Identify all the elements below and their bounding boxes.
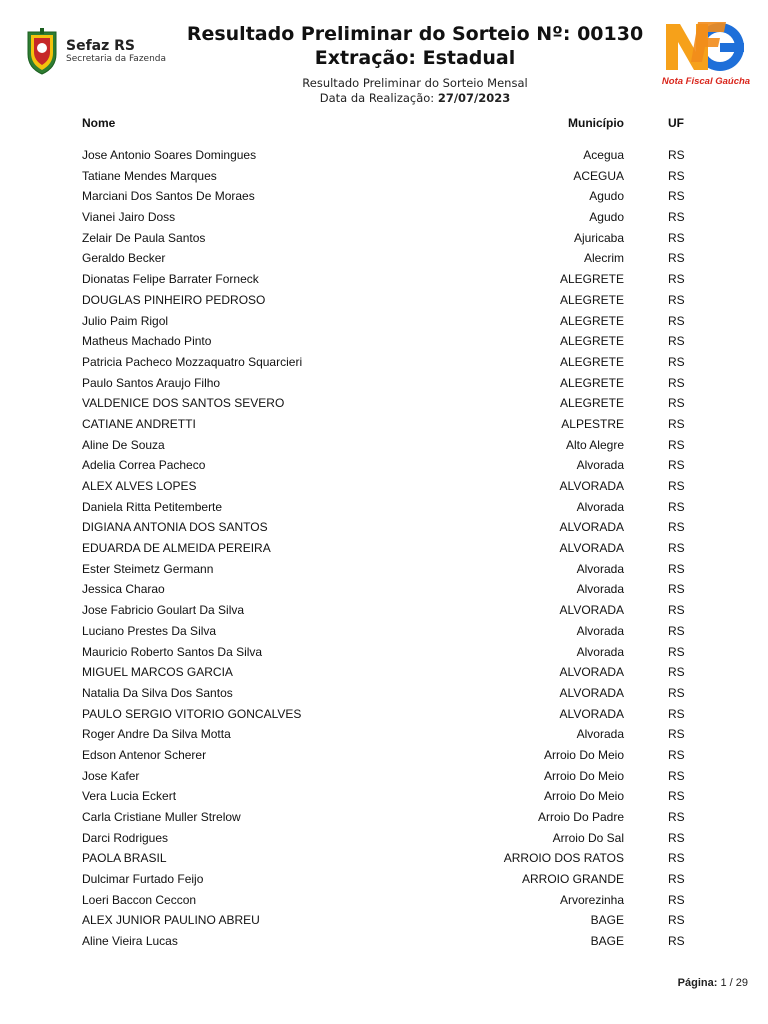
cell-nome: Vianei Jairo Doss bbox=[82, 210, 176, 225]
table-row bbox=[82, 520, 692, 541]
cell-nome: PAOLA BRASIL bbox=[82, 851, 167, 866]
table-row bbox=[82, 748, 692, 769]
cell-municipio: ALEGRETE bbox=[559, 313, 624, 328]
cell-nome: Jose Kafer bbox=[82, 768, 140, 783]
cell-uf: RS bbox=[668, 561, 685, 576]
cell-municipio: ALEGRETE bbox=[559, 375, 624, 390]
table-row bbox=[82, 458, 692, 479]
cell-nome: Dionatas Felipe Barrater Forneck bbox=[82, 272, 259, 287]
table-row bbox=[82, 210, 692, 231]
cell-nome: Patricia Pacheco Mozzaquatro Squarcieri bbox=[82, 354, 303, 369]
cell-uf: RS bbox=[668, 251, 685, 266]
table-row bbox=[82, 231, 692, 252]
cell-nome: DIGIANA ANTONIA DOS SANTOS bbox=[82, 520, 268, 535]
cell-nome: Paulo Santos Araujo Filho bbox=[82, 375, 221, 390]
table-row bbox=[82, 417, 692, 438]
table-header bbox=[82, 116, 692, 130]
cell-municipio: Arroio Do Meio bbox=[543, 747, 624, 762]
column-header-municipio: Município bbox=[568, 116, 624, 130]
cell-municipio: ALVORADA bbox=[559, 603, 624, 618]
cell-uf: RS bbox=[668, 541, 685, 556]
column-header-nome: Nome bbox=[82, 116, 116, 130]
cell-nome: Jose Fabricio Goulart Da Silva bbox=[82, 603, 245, 618]
table-row bbox=[82, 169, 692, 190]
table-row bbox=[82, 251, 692, 272]
table-row bbox=[82, 603, 692, 624]
cell-nome: Zelair De Paula Santos bbox=[82, 230, 206, 245]
cell-municipio: Alvorada bbox=[576, 644, 624, 659]
cell-uf: RS bbox=[668, 437, 685, 452]
cell-uf: RS bbox=[668, 685, 685, 700]
cell-uf: RS bbox=[668, 810, 685, 824]
table-row bbox=[82, 686, 692, 707]
cell-uf: RS bbox=[668, 913, 685, 928]
table-body bbox=[82, 148, 692, 955]
page-title: Resultado Preliminar do Sorteio Nº: 00130 bbox=[186, 23, 644, 45]
cell-uf: RS bbox=[668, 665, 685, 680]
cell-uf: RS bbox=[668, 520, 685, 535]
brand-logo-text: Nota Fiscal Gaúcha bbox=[661, 76, 751, 87]
cell-nome: Julio Paim Rigol bbox=[82, 313, 169, 328]
cell-uf: RS bbox=[668, 458, 685, 473]
cell-nome: Aline De Souza bbox=[82, 437, 165, 452]
cell-municipio: ACEGUA bbox=[573, 168, 624, 183]
table-row bbox=[82, 479, 692, 500]
table-row bbox=[82, 355, 692, 376]
cell-municipio: Arroio Do Meio bbox=[543, 768, 624, 783]
cell-nome: Matheus Machado Pinto bbox=[82, 334, 212, 349]
cell-nome: Ester Steimetz Germann bbox=[82, 561, 214, 576]
column-header-uf: UF bbox=[668, 116, 684, 130]
cell-municipio: Alvorada bbox=[576, 499, 624, 514]
table-row bbox=[82, 727, 692, 748]
cell-municipio: ARROIO GRANDE bbox=[521, 872, 624, 887]
cell-uf: RS bbox=[668, 706, 685, 721]
cell-municipio: Alvorada bbox=[576, 727, 624, 742]
nfg-logo bbox=[658, 14, 754, 94]
table-row bbox=[82, 769, 692, 790]
table-row bbox=[82, 851, 692, 872]
page-label: Página: bbox=[677, 977, 718, 989]
cell-nome: Tatiane Mendes Marques bbox=[82, 168, 217, 183]
cell-uf: RS bbox=[668, 727, 685, 742]
cell-uf: RS bbox=[668, 416, 685, 431]
cell-nome: Vera Lucia Eckert bbox=[82, 789, 177, 804]
cell-municipio: ALVORADA bbox=[559, 479, 624, 493]
cell-nome: Loeri Baccon Ceccon bbox=[82, 892, 197, 907]
cell-nome: EDUARDA DE ALMEIDA PEREIRA bbox=[82, 541, 271, 556]
extraction-title: Extração: Estadual bbox=[314, 47, 516, 69]
table-row bbox=[82, 293, 692, 314]
table-row bbox=[82, 541, 692, 562]
cell-nome: MIGUEL MARCOS GARCIA bbox=[82, 665, 233, 680]
table-row bbox=[82, 893, 692, 914]
table-row bbox=[82, 148, 692, 169]
cell-nome: Natalia Da Silva Dos Santos bbox=[82, 685, 233, 700]
table-row bbox=[82, 831, 692, 852]
table-row bbox=[82, 810, 692, 831]
cell-uf: RS bbox=[668, 789, 685, 804]
cell-nome: Luciano Prestes Da Silva bbox=[82, 623, 217, 638]
cell-municipio: Alvorada bbox=[576, 458, 624, 473]
cell-nome: Geraldo Becker bbox=[82, 251, 166, 266]
cell-municipio: ALPESTRE bbox=[561, 416, 624, 431]
cell-municipio: ALVORADA bbox=[559, 541, 624, 556]
cell-municipio: ALEGRETE bbox=[559, 272, 624, 287]
cell-uf: RS bbox=[668, 872, 685, 887]
table-row bbox=[82, 500, 692, 521]
cell-uf: RS bbox=[668, 582, 685, 597]
cell-uf: RS bbox=[668, 210, 685, 225]
cell-nome: ALEX ALVES LOPES bbox=[82, 479, 197, 493]
document-header bbox=[0, 22, 768, 106]
cell-uf: RS bbox=[668, 272, 685, 287]
cell-uf: RS bbox=[668, 768, 685, 783]
cell-municipio: Alto Alegre bbox=[565, 437, 624, 452]
report-subtitle: Resultado Preliminar do Sorteio Mensal bbox=[302, 76, 528, 90]
cell-municipio: ALVORADA bbox=[559, 706, 624, 721]
cell-nome: Edson Antenor Scherer bbox=[82, 747, 207, 762]
date-value: 27/07/2023 bbox=[437, 91, 511, 105]
cell-uf: RS bbox=[668, 747, 685, 762]
cell-municipio: ALVORADA bbox=[559, 520, 624, 535]
cell-uf: RS bbox=[668, 189, 685, 204]
page-number: 1 / 29 bbox=[720, 977, 748, 989]
cell-municipio: Alvorada bbox=[576, 561, 624, 576]
cell-uf: RS bbox=[668, 830, 685, 845]
cell-nome: VALDENICE DOS SANTOS SEVERO bbox=[82, 396, 285, 411]
results-table bbox=[82, 116, 692, 949]
table-row bbox=[82, 396, 692, 417]
cell-municipio: BAGE bbox=[590, 913, 624, 928]
table-row bbox=[82, 934, 692, 955]
table-row bbox=[82, 707, 692, 728]
cell-uf: RS bbox=[668, 499, 685, 514]
table-row bbox=[82, 582, 692, 603]
cell-municipio: ALVORADA bbox=[559, 665, 624, 680]
cell-municipio: ALVORADA bbox=[559, 685, 624, 700]
table-row bbox=[82, 189, 692, 210]
table-row bbox=[82, 314, 692, 335]
cell-uf: RS bbox=[668, 375, 685, 390]
cell-uf: RS bbox=[668, 623, 685, 638]
cell-nome: Marciani Dos Santos De Moraes bbox=[82, 189, 255, 204]
cell-nome: Roger Andre Da Silva Motta bbox=[82, 727, 231, 742]
table-row bbox=[82, 789, 692, 810]
cell-municipio: Alvorada bbox=[576, 623, 624, 638]
cell-uf: RS bbox=[668, 892, 685, 907]
cell-nome: Mauricio Roberto Santos Da Silva bbox=[82, 644, 263, 659]
table-row bbox=[82, 645, 692, 666]
cell-nome: Carla Cristiane Muller Strelow bbox=[82, 810, 241, 824]
cell-nome: Jose Antonio Soares Domingues bbox=[82, 148, 257, 162]
cell-municipio: ARROIO DOS RATOS bbox=[503, 851, 624, 866]
cell-uf: RS bbox=[668, 230, 685, 245]
cell-municipio: BAGE bbox=[590, 934, 624, 949]
cell-municipio: ALEGRETE bbox=[559, 354, 624, 369]
page-footer bbox=[678, 977, 748, 989]
table-row bbox=[82, 334, 692, 355]
table-row bbox=[82, 872, 692, 893]
cell-municipio: Acegua bbox=[583, 148, 624, 162]
cell-nome: ALEX JUNIOR PAULINO ABREU bbox=[82, 913, 260, 928]
report-date bbox=[0, 91, 768, 106]
cell-municipio: Agudo bbox=[589, 210, 624, 225]
table-row bbox=[82, 272, 692, 293]
cell-municipio: ALEGRETE bbox=[559, 396, 624, 411]
table-row bbox=[82, 438, 692, 459]
cell-municipio: Alvorada bbox=[576, 582, 624, 597]
table-row bbox=[82, 665, 692, 686]
cell-uf: RS bbox=[668, 396, 685, 411]
cell-municipio: Alecrim bbox=[583, 251, 624, 266]
cell-uf: RS bbox=[668, 479, 685, 493]
cell-uf: RS bbox=[668, 292, 685, 307]
cell-municipio: Arroio Do Meio bbox=[543, 789, 624, 804]
cell-municipio: Arvorezinha bbox=[559, 892, 624, 907]
date-label: Data da Realização: bbox=[319, 91, 435, 105]
cell-uf: RS bbox=[668, 168, 685, 183]
cell-municipio: Ajuricaba bbox=[573, 230, 624, 245]
cell-uf: RS bbox=[668, 934, 685, 949]
cell-nome: Darci Rodrigues bbox=[82, 830, 169, 845]
cell-uf: RS bbox=[668, 851, 685, 866]
cell-uf: RS bbox=[668, 148, 685, 162]
cell-municipio: Arroio Do Sal bbox=[552, 830, 624, 845]
agency-subtitle: Secretaria da Fazenda bbox=[66, 53, 167, 64]
cell-nome: DOUGLAS PINHEIRO PEDROSO bbox=[82, 292, 266, 307]
cell-nome: CATIANE ANDRETTI bbox=[82, 416, 196, 431]
table-row bbox=[82, 376, 692, 397]
cell-uf: RS bbox=[668, 313, 685, 328]
agency-title: Sefaz RS bbox=[66, 37, 136, 54]
cell-nome: Dulcimar Furtado Feijo bbox=[82, 872, 204, 887]
cell-uf: RS bbox=[668, 603, 685, 618]
cell-nome: PAULO SERGIO VITORIO GONCALVES bbox=[82, 706, 302, 721]
cell-uf: RS bbox=[668, 354, 685, 369]
cell-nome: Aline Vieira Lucas bbox=[82, 934, 178, 949]
cell-uf: RS bbox=[668, 644, 685, 659]
cell-nome: Jessica Charao bbox=[82, 582, 165, 597]
cell-municipio: ALEGRETE bbox=[559, 334, 624, 349]
table-row bbox=[82, 624, 692, 645]
cell-municipio: Arroio Do Padre bbox=[537, 810, 624, 824]
cell-municipio: Agudo bbox=[589, 189, 624, 204]
table-row bbox=[82, 562, 692, 583]
cell-uf: RS bbox=[668, 334, 685, 349]
cell-nome: Adelia Correa Pacheco bbox=[82, 458, 206, 473]
cell-nome: Daniela Ritta Petitemberte bbox=[82, 499, 223, 514]
nfg-logo-icon bbox=[658, 14, 754, 76]
cell-municipio: ALEGRETE bbox=[559, 292, 624, 307]
table-row bbox=[82, 913, 692, 934]
